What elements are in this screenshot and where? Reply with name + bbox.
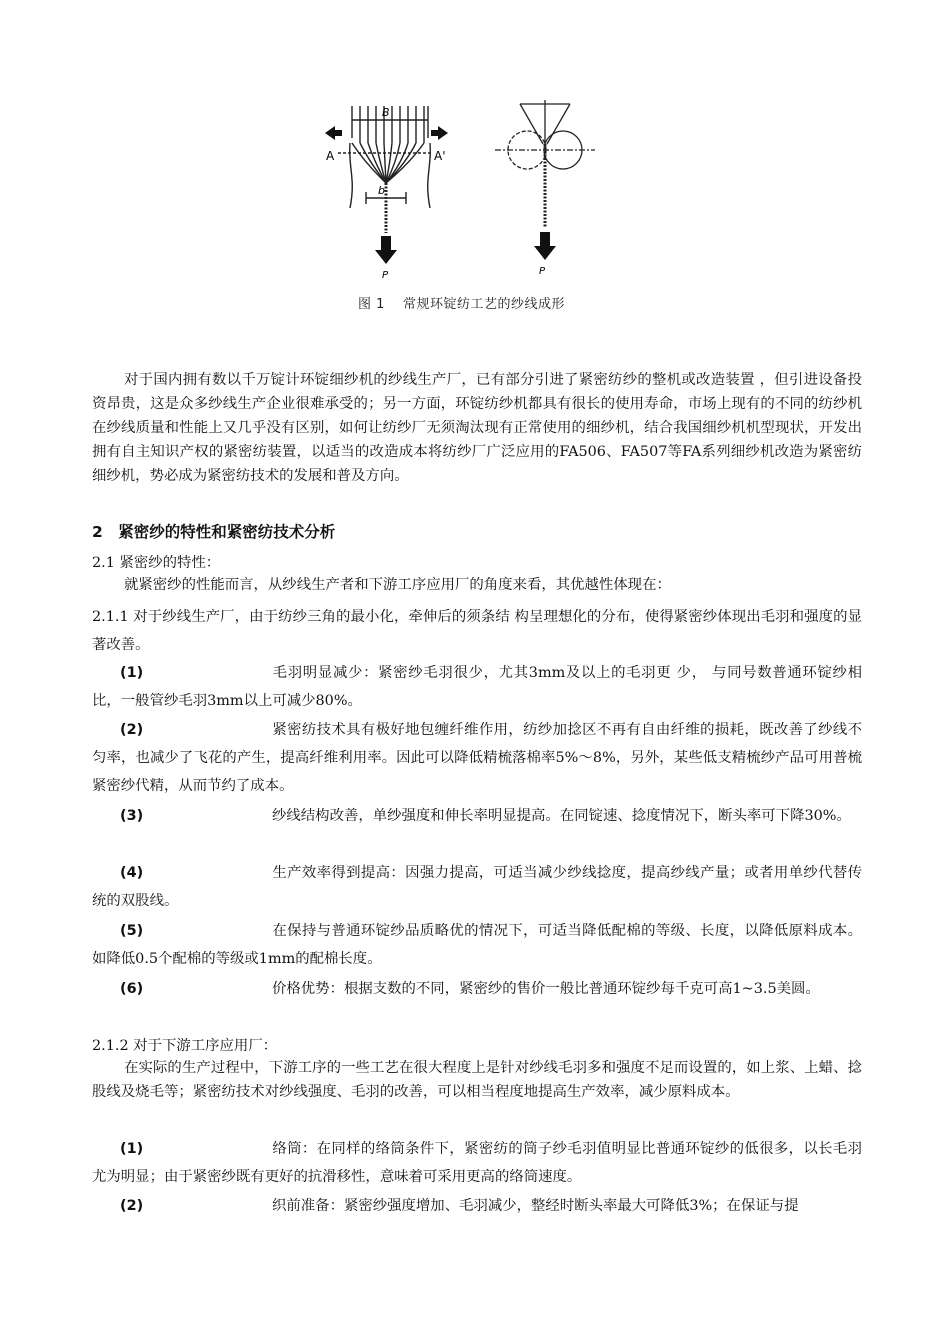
list-item [92, 802, 862, 830]
figure-1 [320, 98, 620, 313]
label-a-left: A [326, 149, 335, 163]
item-text: 价格优势：根据支数的不同，紧密纱的售价一般比普通环锭纱每千克可高1~3.5美圆。 [272, 981, 820, 997]
item-text: 生产效率得到提高：因强力提高，可适当减少纱线捻度，提高纱线产量；或者用单纱代替传统的双股线。 [92, 865, 862, 909]
label-b-lower: b [378, 184, 385, 197]
item-text: 在保持与普通环锭纱品质略优的情况下，可适当降低配棉的等级、长度，以降低原料成本。如降低0.5个配棉的等级或1mm的配棉长度。 [92, 923, 862, 967]
item-number: (4) [120, 865, 144, 881]
list-item [92, 859, 862, 915]
item-number: (1) [120, 665, 144, 681]
item-text: 紧密纺技术具有极好地包缠纤维作用，纺纱加捻区不再有自由纤维的损耗，既改善了纱线不匀率，也减少了飞花的产生，提高纤维利用率。因此可以降低精梳落棉率5%～8%，另外，某些低支精梳纱产品可用普梳紧密纱代精，从而节约了成本。 [92, 722, 862, 794]
subsection-2-1-1-text: 2.1.1 对于纱线生产厂，由于纺纱三角的最小化，牵伸后的须条结 构呈理想化的分布，使得紧密纱体现出毛羽和强度的显著改善。 [92, 609, 862, 653]
label-p-left: P [382, 270, 389, 281]
item-number: (1) [120, 1141, 144, 1157]
subsection-2-1-2-title: 2.1.2 对于下游工序应用厂： [92, 1038, 278, 1054]
item-text: 织前准备：紧密纱强度增加、毛羽减少，整经时断头率最大可降低3%；在保证与提 [272, 1198, 799, 1214]
item-number: (6) [120, 981, 144, 997]
list-item [92, 1192, 862, 1220]
item-text: 毛羽明显减少：紧密纱毛羽很少，尤其3mm及以上的毛羽更 少， 与同号数普通环锭纱相比，一般管纱毛羽3mm以上可减少80%。 [92, 665, 862, 709]
figure-caption: 图 1 常规环锭纺工艺的纱线成形 [358, 297, 566, 312]
item-number: (2) [120, 722, 144, 738]
subsection-2-1-2-intro: 在实际的生产过程中，下游工序的一些工艺在很大程度上是针对纱线毛羽多和强度不足而设置的，如上浆、上蜡、捻股线及烧毛等；紧密纺技术对纱线强度、毛羽的改善，可以相当程度地提高生产效率，减少原料成本。 [92, 1060, 862, 1100]
intro-paragraph: 对于国内拥有数以千万锭计环锭细纱机的纱线生产厂，已有部分引进了紧密纺纱的整机或改造装置 ，但引进设备投资昂贵，这是众多纱线生产企业很难承受的；另一方面，环锭纺纱机都具有很长的使用寿命，市场上现有的不同的纺纱机在纱线质量和性能上又几乎没有区别，如何让纺纱厂无须淘汰现有正常使用的细纱机，结合我国细纱机机型现状，开发出拥有自主知识产权的紧密纺装置，以适当的改造成本将纺纱厂广泛应用的FA506、FA507等FA系列细纱机改造为紧密纺细纱机，势必成为紧密纺技术的发展和普及方向。 [92, 372, 862, 484]
list-item [92, 659, 862, 715]
label-b-upper: B [382, 106, 390, 119]
item-text: 络筒：在同样的络筒条件下，紧密纺的筒子纱毛羽值明显比普通环锭纱的低很多，以长毛羽尤为明显；由于紧密纱既有更好的抗滑移性，意味着可采用更高的络筒速度。 [92, 1141, 862, 1185]
label-a-right: A' [434, 149, 446, 163]
list-item [92, 975, 862, 1003]
subsection-2-1-title: 2.1 紧密纱的特性： [92, 555, 221, 571]
list-item [92, 1135, 862, 1191]
yarn-formation-diagram [320, 98, 620, 288]
item-number: (2) [120, 1198, 144, 1214]
list-item [92, 716, 862, 800]
item-text: 纱线结构改善，单纱强度和伸长率明显提高。在同锭速、捻度情况下，断头率可下降30%。 [272, 808, 851, 824]
item-number: (3) [120, 808, 144, 824]
section-heading: 2 紧密纱的特性和紧密纺技术分析 [92, 523, 336, 541]
item-number: (5) [120, 923, 144, 939]
subsection-2-1-intro: 就紧密纱的性能而言，从纱线生产者和下游工序应用厂的角度来看，其优越性体现在： [124, 577, 671, 593]
list-item [92, 917, 862, 973]
label-p-right: P [539, 266, 546, 277]
